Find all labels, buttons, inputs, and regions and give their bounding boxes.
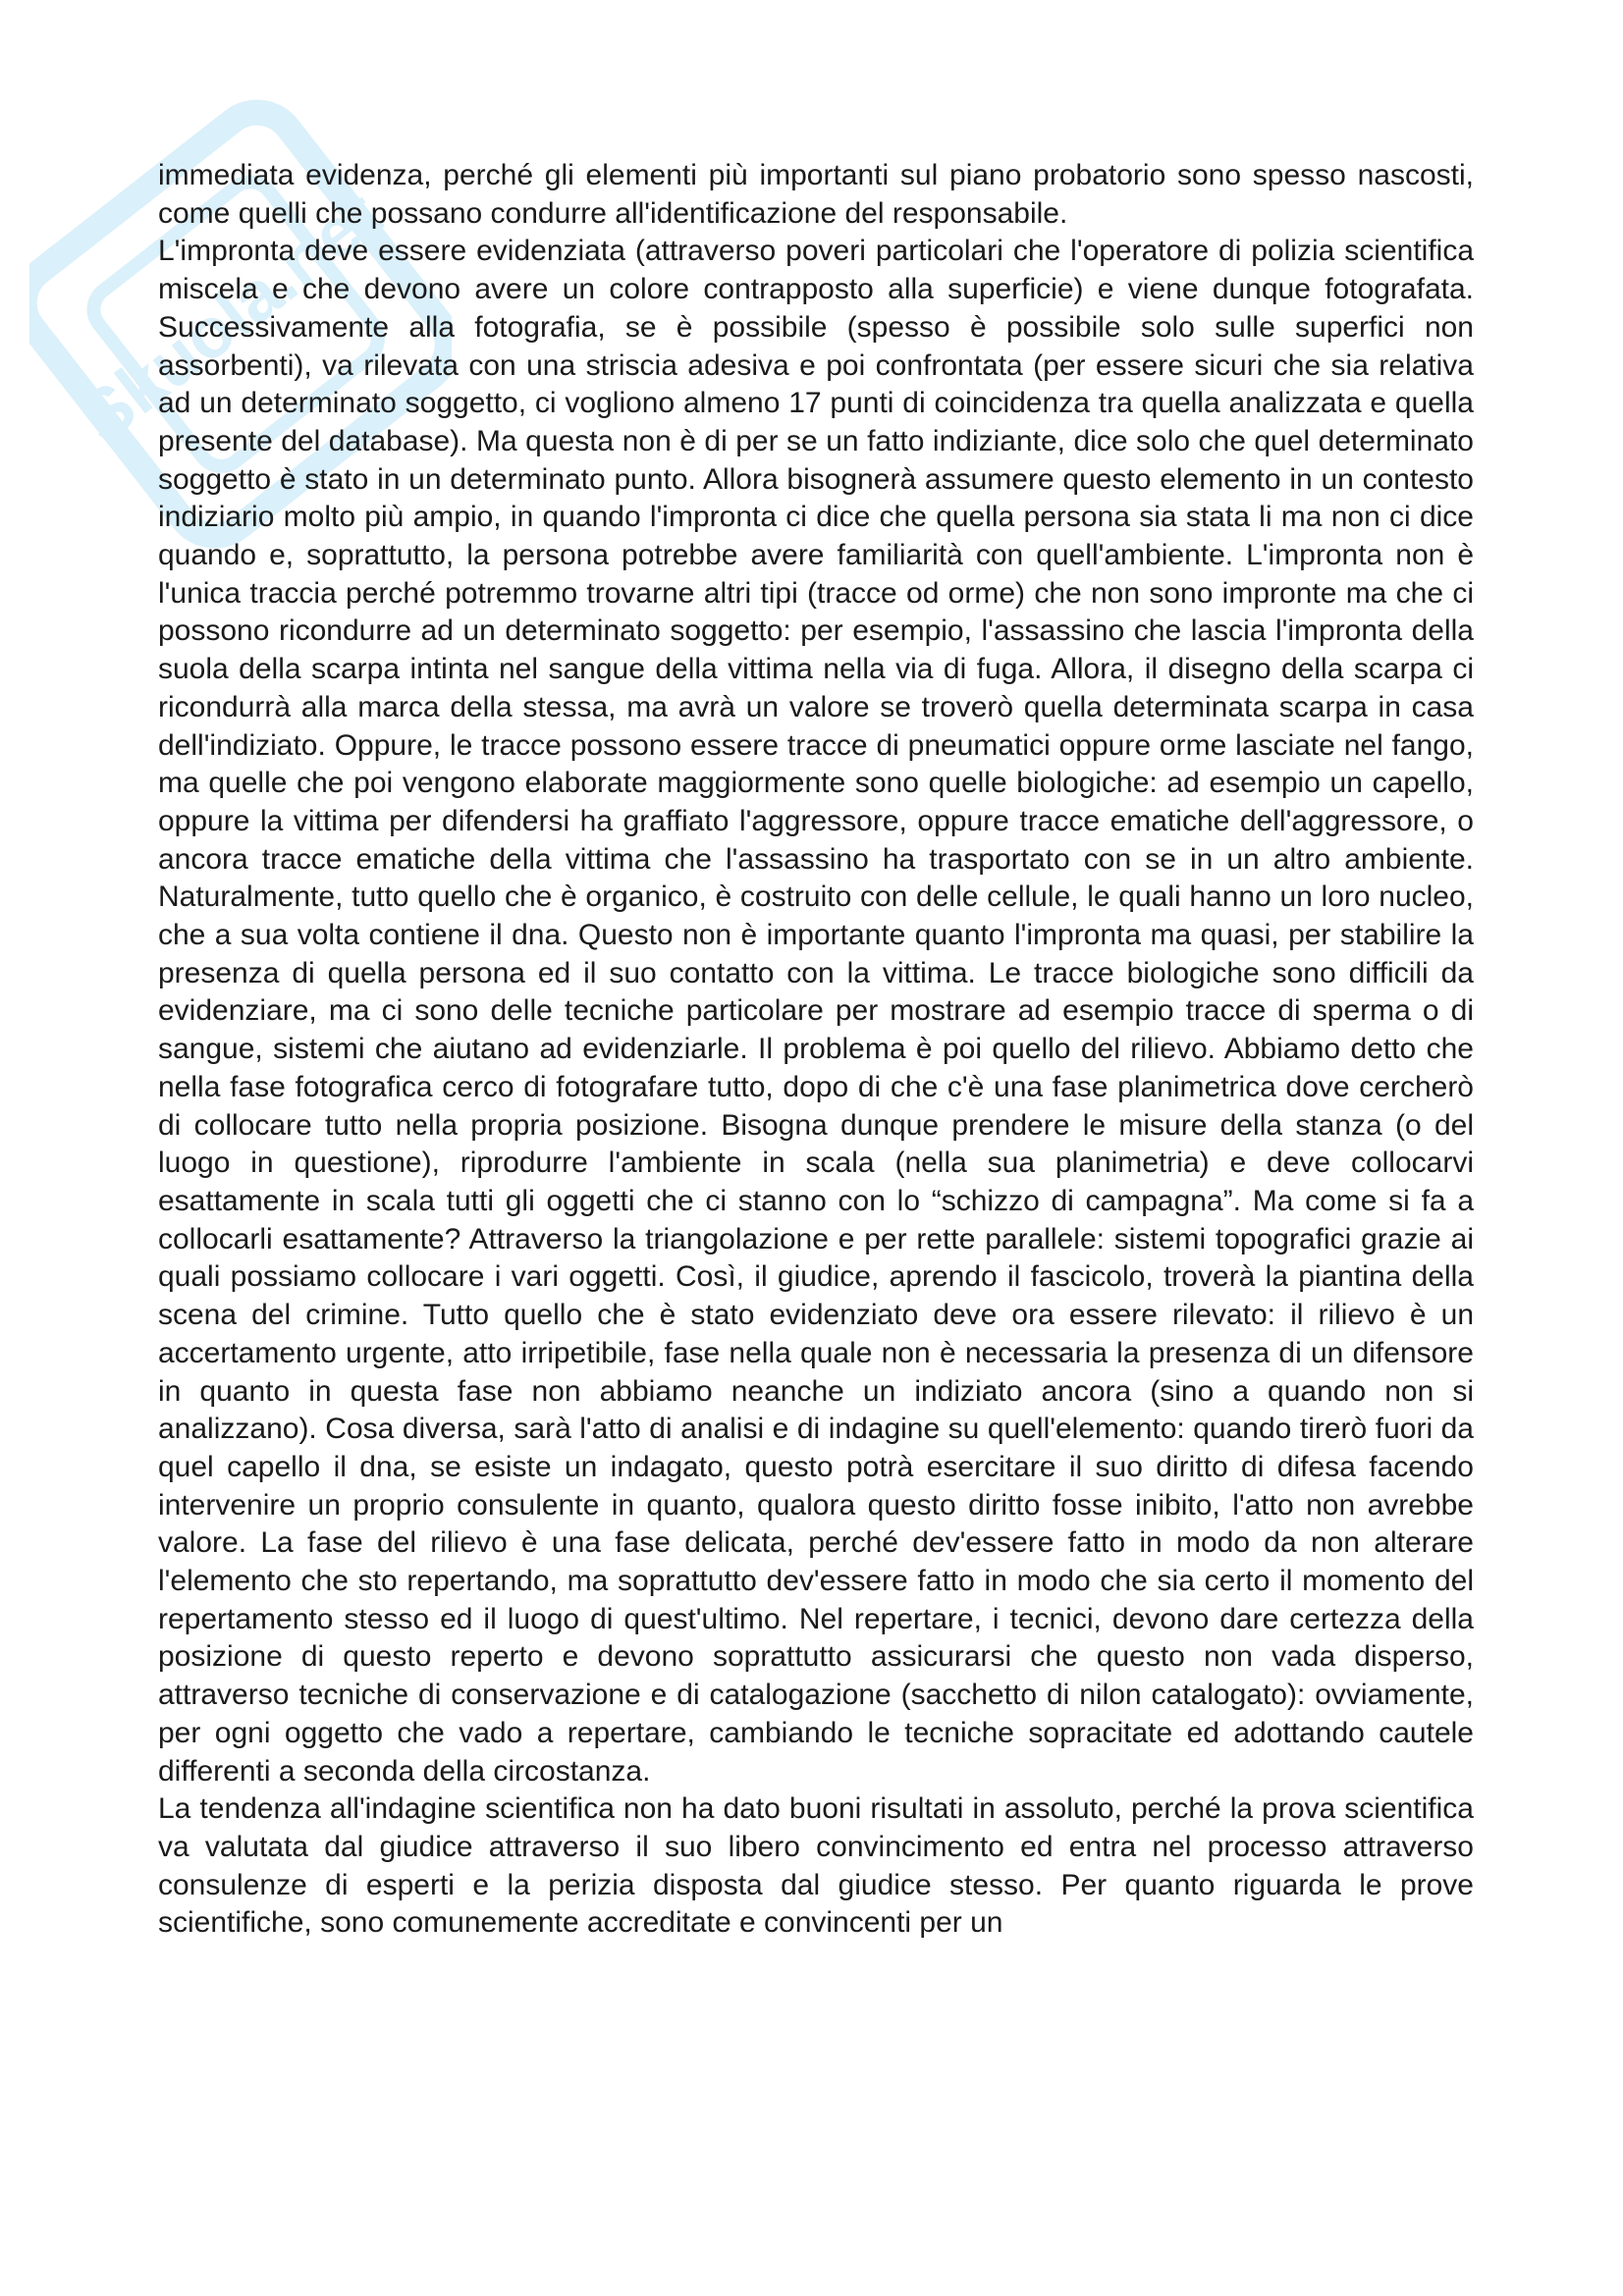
document-body xyxy=(158,157,1474,1943)
watermark-text: Skuola.net xyxy=(65,176,396,458)
paragraph: immediata evidenza, perché gli elementi più importanti sul piano probatorio sono spesso nascosti, come quelli che possano condurre all'identificazione del responsabile. xyxy=(158,159,1474,230)
paragraph: La tendenza all'indagine scientifica non ha dato buoni risultati in assoluto, perché la prova scientifica va valutata dal giudice attraverso il suo libero convincimento ed entra nel processo attraverso consulenze di esperti e la perizia disposta dal giudice stesso. Per quanto riguarda le prove scientifiche, sono comunemente accreditate e convincenti per un xyxy=(158,1792,1474,1940)
paragraph: L'impronta deve essere evidenziata (attraverso poveri particolari che l'operatore di polizia scientifica miscela e che devono avere un colore contrapposto alla superficie) e viene dunque fotografata. Successivamente alla fotografia, se è possibile (spesso è possibile solo sulle superfici non assorbenti), va rilevata con una striscia adesiva e poi confrontata (per essere sicuri che sia relativa ad un determinato soggetto, ci vogliono almeno 17 punti di coincidenza tra quella analizzata e quella presente del database). Ma questa non è di per se un fatto indiziante, dice solo che quel determinato soggetto è stato in un determinato punto. Allora bisognerà assumere questo elemento in un contesto indiziario molto più ampio, in quando l'impronta ci dice che quella persona sia stata li ma non ci dice quando e, soprattutto, la persona potrebbe avere familiarità con quell'ambiente. L'impronta non è l'unica traccia perché potremmo trovarne altri tipi (tracce od orme) che non sono impronte ma che ci possono ricondurre ad un determinato soggetto: per esempio, l'assassino che lascia l'impronta della suola della scarpa intinta nel sangue della vittima nella via di fuga. Allora, il disegno della scarpa ci ricondurrà alla marca della stessa, ma avrà un valore se troverò quella determinata scarpa in casa dell'indiziato. Oppure, le tracce possono essere tracce di pneumatici oppure orme lasciate nel fango, ma quelle che poi vengono elaborate maggiormente sono quelle biologiche: ad esempio un capello, oppure la vittima per difendersi ha graffiato l'aggressore, oppure tracce ematiche dell'aggressore, o ancora tracce ematiche della vittima che l'assassino ha trasportato con se in un altro ambiente. Naturalmente, tutto quello che è organico, è costruito con delle cellule, le quali hanno un loro nucleo, che a sua volta contiene il dna. Questo non è importante quanto l'impronta ma quasi, per stabilire la presenza di quella persona ed il suo contatto con la vittima. Le tracce biologiche sono difficili da evidenziare, ma ci sono delle tecniche particolare per mostrare ad esempio tracce di sperma o di sangue, sistemi che aiutano ad evidenziarle. Il problema è poi quello del rilievo. Abbiamo detto che nella fase fotografica cerco di fotografare tutto, dopo di che c'è una fase planimetrica dove cercherò di collocare tutto nella propria posizione. Bisogna dunque prendere le misure della stanza (o del luogo in questione), riprodurre l'ambiente in scala (nella sua planimetria) e deve collocarvi esattamente in scala tutti gli oggetti che ci stanno con lo “schizzo di campagna”. Ma come si fa a collocarli esattamente? Attraverso la triangolazione e per rette parallele: sistemi topografici grazie ai quali possiamo collocare i vari oggetti. Così, il giudice, aprendo il fascicolo, troverà la piantina della scena del crimine. Tutto quello che è stato evidenziato deve ora essere rilevato: il rilievo è un accertamento urgente, atto irripetibile, fase nella quale non è necessaria la presenza di un difensore in quanto in questa fase non abbiamo neanche un indiziato ancora (sino a quando non si analizzano). Cosa diversa, sarà l'atto di analisi e di indagine su quell'elemento: quando tirerò fuori da quel capello il dna, se esiste un indagato, questo potrà esercitare il suo diritto di difesa facendo intervenire un proprio consulente in quanto, qualora questo diritto fosse inibito, l'atto non avrebbe valore. La fase del rilievo è una fase delicata, perché dev'essere fatto in modo da non alterare l'elemento che sto repertando, ma soprattutto dev'essere fatto in modo che sia certo il momento del repertamento stesso ed il luogo di quest'ultimo. Nel repertare, i tecnici, devono dare certezza della posizione di questo reperto e devono soprattutto assicurarsi che questo non vada disperso, attraverso tecniche di conservazione e di catalogazione (sacchetto di nilon catalogato): ovviamente, per ogni oggetto che vado a repertare, cambiando le tecniche sopracitate ed adottando cautele differenti a seconda della circostanza. xyxy=(158,235,1474,1788)
